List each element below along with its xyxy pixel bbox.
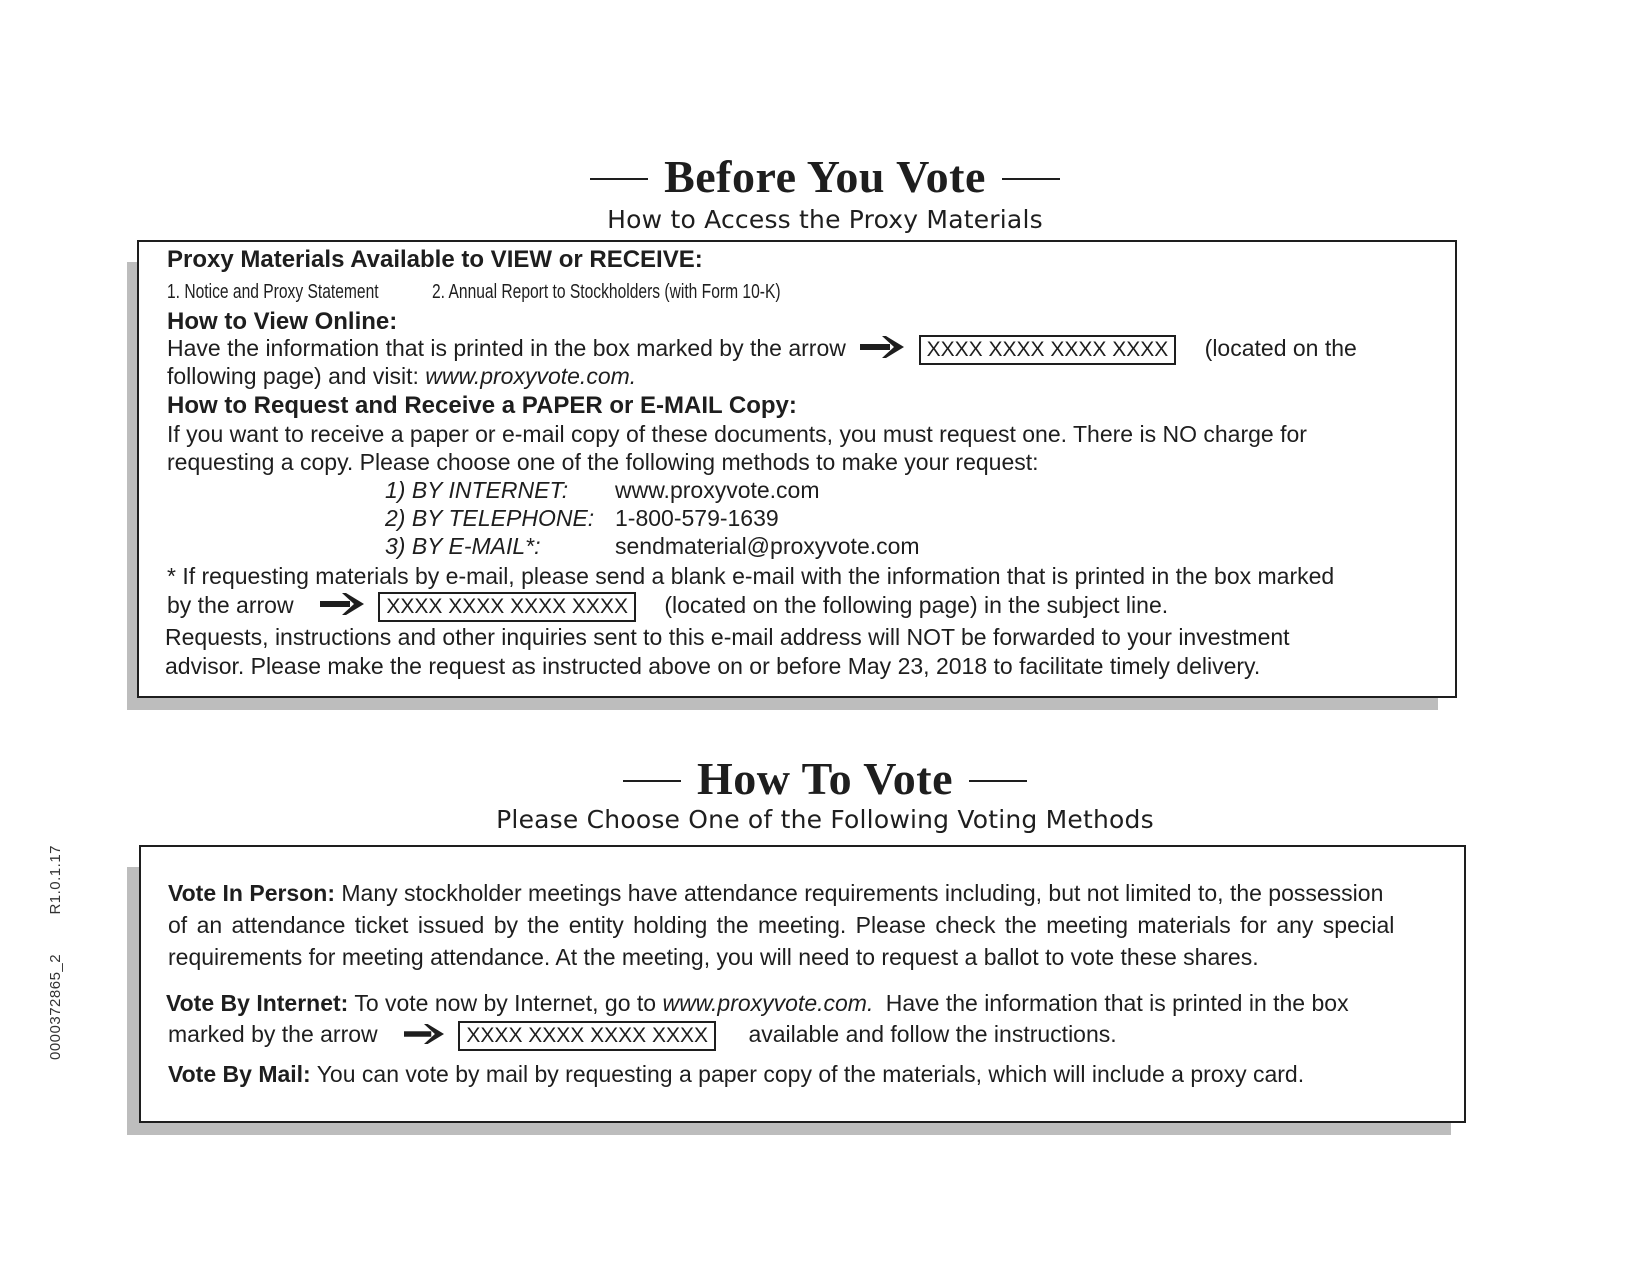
side-job-code (47, 845, 64, 1060)
voting-methods-box (139, 845, 1466, 1123)
materials-heading: Proxy Materials Available to VIEW or RECEIVE: (167, 246, 703, 273)
method-internet-value[interactable]: www.proxyvote.com (615, 477, 820, 503)
revision-code: R1.0.1.17 (47, 845, 64, 915)
view-online-located: (located on the (1204, 335, 1357, 361)
vote-by-internet-line-1 (166, 989, 1349, 1017)
vote-by-mail-text: You can vote by mail by requesting a paper copy of the materials, which will include a proxy card. (316, 1061, 1305, 1087)
vote-in-person-line-1 (168, 879, 1383, 907)
vote-by-internet-label: Vote By Internet: (166, 990, 349, 1016)
vote-in-person-label: Vote In Person: (168, 880, 335, 906)
proxyvote-link[interactable]: www.proxyvote.com. (662, 990, 874, 1016)
method-telephone-label: 2) BY TELEPHONE: (385, 505, 595, 531)
email-note-by-arrow: by the arrow (167, 592, 294, 618)
title-dash-right (1002, 178, 1060, 180)
vote-by-internet-line-2 (168, 1020, 1117, 1051)
vote-in-person-line-2: of an attendance ticket issued by the entity holding the meeting. Please check the meeting materials for any special (168, 912, 1395, 938)
vote-in-person-text: Many stockholder meetings have attendance requirements including, but not limited to, the possession (341, 880, 1384, 906)
view-online-text: Have the information that is printed in the box marked by the arrow (167, 335, 846, 361)
request-heading: How to Request and Receive a PAPER or E-MAIL Copy: (167, 392, 797, 419)
vote-by-mail-line (168, 1060, 1304, 1088)
arrow-right-icon (860, 336, 904, 364)
view-online-visit: following page) and visit: (167, 363, 419, 389)
vote-by-internet-follow: available and follow the instructions. (748, 1021, 1117, 1047)
proxy-materials-box (137, 240, 1457, 698)
title-dash-left (623, 780, 681, 782)
title-dash-right (969, 780, 1027, 782)
proxyvote-link[interactable]: www.proxyvote.com. (425, 363, 637, 389)
materials-list-2 (432, 276, 879, 306)
request-text-2: requesting a copy. Please choose one of the following methods to make your request: (167, 449, 1039, 475)
email-note-subject: (located on the following page) in the subject line. (664, 592, 1169, 618)
vote-in-person-line-3: requirements for meeting attendance. At the meeting, you will need to request a ballot to vote these shares. (168, 944, 1259, 970)
email-note-1: * If requesting materials by e-mail, please send a blank e-mail with the information that is printed in the box marked (167, 563, 1335, 589)
vote-by-internet-text: To vote now by Internet, go to (354, 990, 657, 1016)
vote-by-mail-label: Vote By Mail: (168, 1061, 311, 1087)
arrow-right-icon (320, 593, 364, 621)
section1-subtitle: How to Access the Proxy Materials (607, 205, 1043, 234)
control-number-box: XXXX XXXX XXXX XXXX (458, 1021, 716, 1051)
vote-by-internet-text-2: Have the information that is printed in the box (885, 990, 1349, 1016)
view-online-line-2 (167, 362, 636, 390)
material-item-1: 1. Notice and Proxy Statement (167, 281, 379, 303)
section2-title (0, 752, 1650, 805)
arrow-right-icon (404, 1022, 444, 1050)
method-email-value[interactable]: sendmaterial@proxyvote.com (615, 533, 920, 559)
method-internet-label: 1) BY INTERNET: (385, 477, 569, 503)
control-number-box: XXXX XXXX XXXX XXXX (919, 335, 1177, 365)
vote-by-internet-arrow-text: marked by the arrow (168, 1021, 378, 1047)
section2-subtitle: Please Choose One of the Following Voting Methods (496, 805, 1154, 834)
request-text-1: If you want to receive a paper or e-mail copy of these documents, you must request one. There is NO charge for (167, 421, 1307, 447)
email-note-2 (167, 591, 1168, 622)
view-online-heading: How to View Online: (167, 308, 398, 335)
forward-note-1: Requests, instructions and other inquiries sent to this e-mail address will NOT be forwarded to your investment (165, 624, 1290, 650)
job-id: 0000372865_2 (47, 953, 64, 1060)
material-item-2: 2. Annual Report to Stockholders (with Form 10-K) (432, 281, 781, 303)
method-email (385, 532, 920, 560)
method-telephone (385, 504, 779, 532)
method-email-label: 3) BY E-MAIL*: (385, 533, 541, 559)
view-online-line-1 (167, 334, 1357, 365)
control-number-box: XXXX XXXX XXXX XXXX (378, 592, 636, 622)
section2-title-text: How To Vote (696, 753, 954, 804)
method-telephone-value[interactable]: 1-800-579-1639 (615, 505, 779, 531)
title-dash-left (590, 178, 648, 180)
section1-title (0, 150, 1650, 203)
materials-list (167, 276, 438, 306)
forward-note-2: advisor. Please make the request as instructed above on or before May 23, 2018 to facilitate timely delivery. (165, 653, 1261, 679)
section1-title-text: Before You Vote (664, 151, 986, 202)
method-internet (385, 476, 820, 504)
